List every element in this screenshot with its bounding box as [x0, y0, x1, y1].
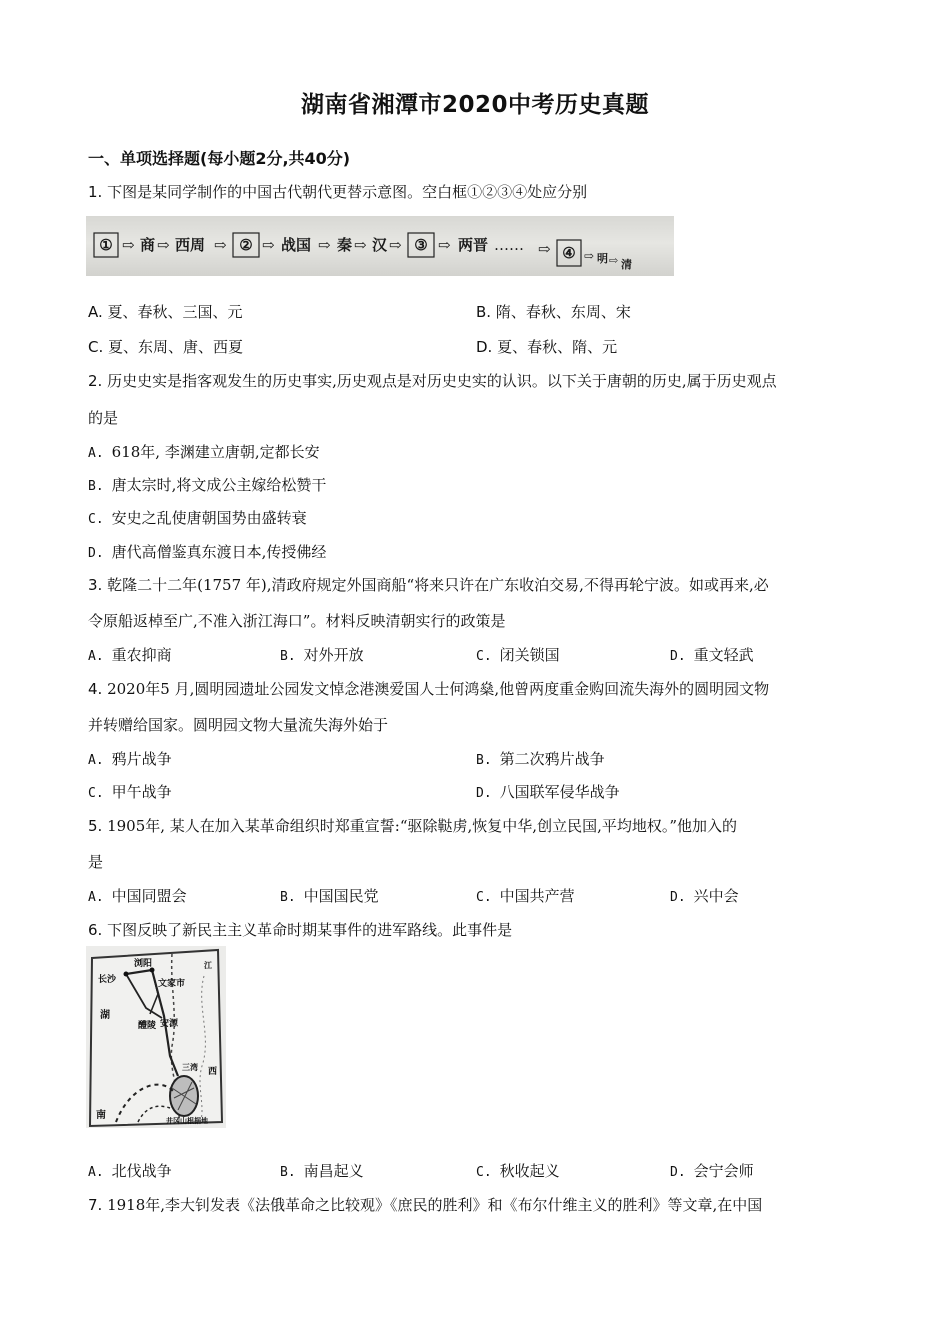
city-dot — [124, 972, 129, 977]
option-c[interactable] — [476, 1160, 560, 1181]
option-text: 618年, 李渊建立唐朝,定都长安 — [111, 443, 320, 461]
option-c[interactable] — [476, 885, 575, 906]
option-label: C. — [476, 649, 492, 664]
option-b[interactable] — [280, 644, 364, 665]
option-a[interactable] — [88, 748, 172, 769]
option-label: A. — [88, 890, 104, 905]
option-d[interactable] — [476, 336, 617, 357]
option-text: 北伐战争 — [111, 1162, 172, 1180]
option-label: D. — [88, 546, 104, 561]
option-d[interactable] — [88, 541, 326, 562]
map-label: 安源 — [160, 1019, 179, 1029]
arrow-icon: ⇨ — [122, 236, 135, 254]
timeline-item: …… — [494, 236, 524, 254]
arrow-icon: ⇨ — [584, 249, 595, 263]
map-svg — [86, 946, 226, 1128]
arrow-icon: ⇨ — [318, 236, 331, 254]
question-2-line-2: 的是 — [88, 409, 119, 427]
option-text: 鸦片战争 — [111, 750, 172, 768]
timeline-svg — [86, 216, 674, 276]
option-d[interactable] — [476, 781, 620, 802]
map-label: 长沙 — [98, 975, 117, 985]
option-label: C. — [476, 890, 492, 905]
question-number: 5. — [88, 817, 103, 835]
option-label: B. — [476, 753, 492, 768]
question-text: 乾隆二十二年(1757 年),清政府规定外国商船“将来只许在广东收泊交易,不得再轮宁波。如或再来,必 — [107, 576, 769, 594]
question-6-line-1 — [88, 919, 512, 940]
march-route-map-figure — [86, 946, 226, 1128]
question-number: 4. — [88, 680, 103, 698]
arrow-icon: ⇨ — [389, 236, 402, 254]
option-text: 八国联军侵华战争 — [499, 783, 620, 801]
map-label: 湖 — [100, 1010, 110, 1021]
question-2-line-1 — [88, 370, 777, 391]
option-text: 中国共产营 — [499, 887, 575, 905]
dynasty-timeline-figure — [86, 216, 674, 276]
arrow-icon: ⇨ — [262, 236, 275, 254]
option-label: B. — [88, 479, 104, 494]
option-label: B. — [280, 890, 296, 905]
question-text: 1918年,李大钊发表《法俄革命之比较观》《庶民的胜利》和《布尔什维主义的胜利》等文章,在中国 — [107, 1196, 763, 1214]
page-title: 湖南省湘潭市2020中考历史真题 — [300, 92, 649, 118]
map-label: 西 — [208, 1067, 218, 1077]
option-c[interactable] — [88, 336, 243, 357]
question-3-line-1 — [88, 574, 769, 595]
arrow-icon: ⇨ — [157, 236, 170, 254]
option-label: D. — [476, 338, 493, 356]
option-b[interactable] — [280, 1160, 364, 1181]
timeline-item: 秦 — [337, 236, 353, 254]
arrow-icon: ⇨ — [214, 236, 227, 254]
option-text: 唐代高僧鉴真东渡日本,传授佛经 — [111, 543, 327, 561]
option-d[interactable] — [670, 644, 754, 665]
timeline-item: ③ — [414, 236, 428, 254]
option-d[interactable] — [670, 885, 739, 906]
question-7-line-1 — [88, 1194, 762, 1215]
question-3-line-2: 令原船返棹至广,不准入浙江海口”。材料反映清朝实行的政策是 — [88, 612, 506, 630]
option-a[interactable] — [88, 1160, 172, 1181]
option-label: A. — [88, 753, 104, 768]
option-d[interactable] — [670, 1160, 754, 1181]
option-b[interactable] — [476, 748, 605, 769]
timeline-item: 战国 — [281, 236, 312, 254]
option-label: D. — [670, 890, 686, 905]
question-text: 历史史实是指客观发生的历史事实,历史观点是对历史史实的认识。以下关于唐朝的历史,属于历史观点 — [107, 372, 777, 390]
option-text: 唐太宗时,将文成公主嫁给松赞干 — [111, 476, 327, 494]
option-c[interactable] — [88, 781, 172, 802]
option-a[interactable] — [88, 644, 172, 665]
question-text: 下图反映了新民主主义革命时期某事件的进军路线。此事件是 — [107, 921, 513, 939]
option-c[interactable] — [88, 507, 307, 528]
question-number: 1. — [88, 183, 103, 201]
question-1-line-1 — [88, 181, 587, 202]
option-b[interactable] — [88, 474, 326, 495]
option-label: C. — [88, 512, 104, 527]
option-text: 夏、春秋、隋、元 — [497, 338, 618, 356]
option-label: B. — [280, 649, 296, 664]
question-5-line-2: 是 — [88, 853, 104, 871]
section-heading: 一、单项选择题(每小题2分,共40分) — [88, 149, 351, 168]
option-label: A. — [88, 1165, 104, 1180]
option-text: 兴中会 — [693, 887, 739, 905]
option-text: 甲午战争 — [111, 783, 172, 801]
option-label: D. — [476, 786, 492, 801]
map-label: 三湾 — [182, 1062, 198, 1072]
option-label: C. — [88, 338, 104, 356]
option-label: C. — [476, 1165, 492, 1180]
question-4-line-2: 并转赠给国家。圆明园文物大量流失海外始于 — [88, 716, 389, 734]
option-label: B. — [476, 303, 492, 321]
map-label: 南 — [96, 1110, 106, 1121]
question-number: 6. — [88, 921, 103, 939]
option-text: 中国国民党 — [303, 887, 379, 905]
option-text: 南昌起义 — [303, 1162, 364, 1180]
map-label: 江 — [204, 960, 212, 970]
option-a[interactable] — [88, 301, 243, 322]
option-text: 中国同盟会 — [111, 887, 187, 905]
option-label: B. — [280, 1165, 296, 1180]
arrow-icon: ⇨ — [609, 254, 619, 267]
arrow-icon: ⇨ — [438, 236, 451, 254]
timeline-item: ② — [239, 236, 253, 254]
timeline-item: ④ — [562, 244, 576, 262]
timeline-item: ① — [99, 236, 113, 254]
map-label: 浏阳 — [134, 959, 153, 969]
question-text: 2020年5 月,圆明园遗址公园发文悼念港澳爱国人士何鸿燊,他曾两度重金购回流失海外的圆明园文物 — [107, 680, 770, 698]
option-text: 对外开放 — [303, 646, 364, 664]
option-text: 夏、东周、唐、西夏 — [108, 338, 244, 356]
option-label: D. — [670, 649, 686, 664]
option-text: 闭关锁国 — [499, 646, 560, 664]
option-text: 重文轻武 — [693, 646, 754, 664]
option-label: A. — [88, 649, 104, 664]
timeline-item: 明 — [597, 252, 608, 265]
arrow-icon: ⇨ — [538, 240, 551, 258]
timeline-item: 商 — [140, 236, 156, 254]
option-c[interactable] — [476, 644, 560, 665]
map-label: 井冈山根据地 — [166, 1116, 208, 1125]
question-number: 3. — [88, 576, 103, 594]
map-label: 文家市 — [158, 979, 186, 989]
timeline-item: 汉 — [372, 236, 388, 254]
option-a[interactable] — [88, 885, 187, 906]
option-label: D. — [670, 1165, 686, 1180]
option-text: 安史之乱使唐朝国势由盛转衰 — [111, 509, 307, 527]
option-text: 重农抑商 — [111, 646, 172, 664]
question-5-line-1 — [88, 815, 737, 836]
option-label: A. — [88, 303, 103, 321]
option-text: 会宁会师 — [693, 1162, 754, 1180]
option-b[interactable] — [280, 885, 379, 906]
option-b[interactable] — [476, 301, 631, 322]
option-text: 第二次鸦片战争 — [499, 750, 605, 768]
question-4-line-1 — [88, 678, 769, 699]
timeline-item: 西周 — [175, 236, 206, 254]
option-label: C. — [88, 786, 104, 801]
timeline-item: 两晋 — [458, 236, 489, 254]
question-text: 下图是某同学制作的中国古代朝代更替示意图。空白框①②③④处应分别 — [107, 183, 588, 201]
option-label: A. — [88, 446, 104, 461]
question-number: 7. — [88, 1196, 103, 1214]
arrow-icon: ⇨ — [354, 236, 367, 254]
option-a[interactable] — [88, 441, 320, 462]
timeline-item: 清 — [621, 258, 632, 271]
option-text: 夏、春秋、三国、元 — [107, 303, 243, 321]
map-label: 醴陵 — [138, 1021, 157, 1031]
option-text: 隋、春秋、东周、宋 — [495, 303, 631, 321]
option-text: 秋收起义 — [499, 1162, 560, 1180]
question-text: 1905年, 某人在加入某革命组织时郑重宣誓:“驱除鞑虏,恢复中华,创立民国,平均地权。”他加入的 — [107, 817, 738, 835]
question-number: 2. — [88, 372, 103, 390]
